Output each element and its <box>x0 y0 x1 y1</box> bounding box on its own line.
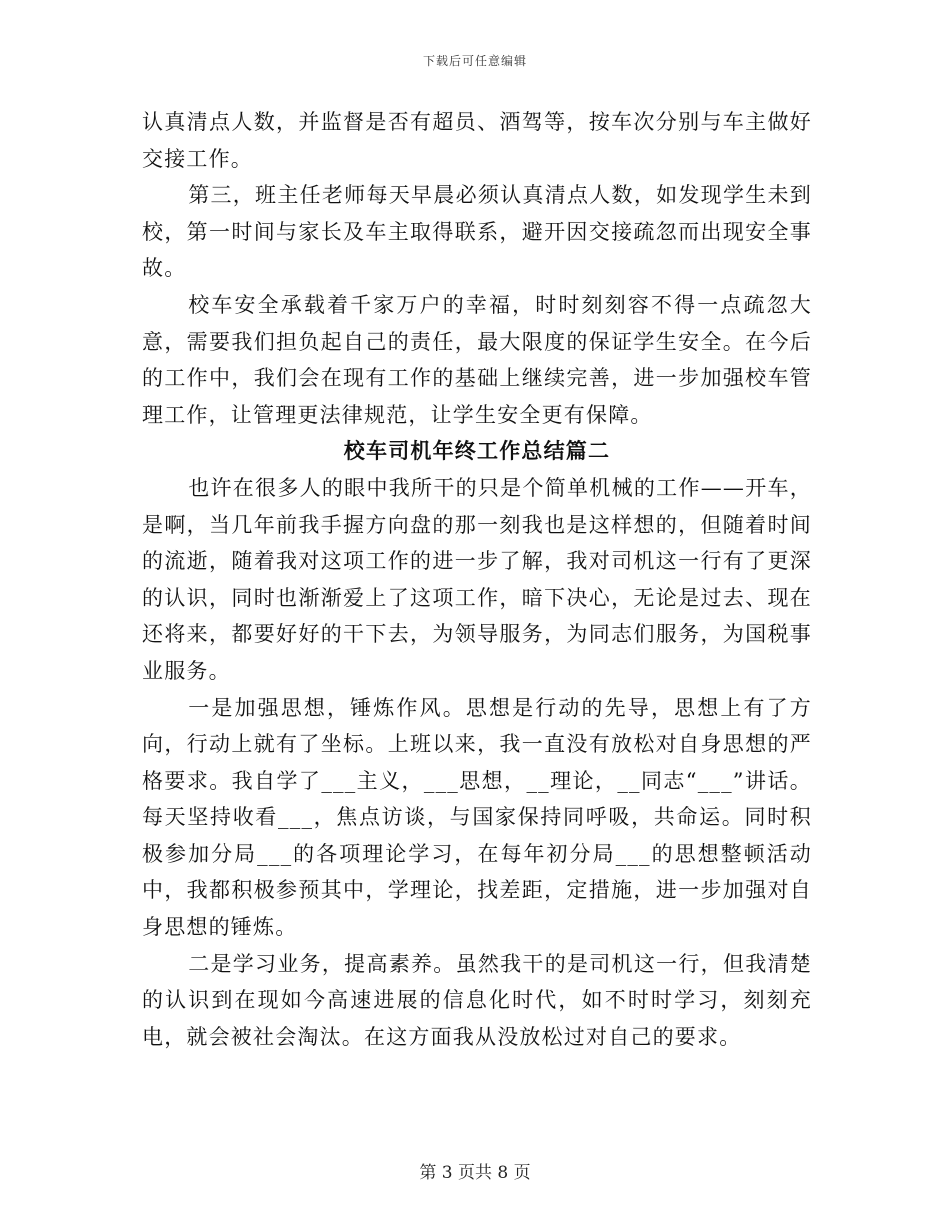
section-title: 校车司机年终工作总结篇二 <box>343 438 611 464</box>
document-body <box>142 104 812 1055</box>
paragraph: 二是学习业务，提高素养。虽然我干的是司机这一行，但我清楚的认识到在现如今高速进展的信息化时代，如不时时学习，刻刻充电，就会被社会淘汰。在这方面我从没放松过对自己的要求。 <box>142 951 812 1049</box>
page-footer: 第 3 页共 8 页 <box>419 1163 531 1183</box>
paragraph: 认真清点人数，并监督是否有超员、酒驾等，按车次分别与车主做好交接工作。 <box>142 110 812 171</box>
paragraph: 一是加强思想，锤炼作风。思想是行动的先导，思想上有了方向，行动上就有了坐标。上班以来，我一直没有放松对自身思想的严格要求。我自学了___主义，___思想，__理论，__同志“___”讲话。每天坚持收看___，焦点访谈，与国家保持同呼吸，共命运。同时积极参加分局___的各项理论学习，在每年初分局___的思想整顿活动中，我都积极参预其中，学理论，找差距，定措施，进一步加强对自身思想的锤炼。 <box>142 695 812 940</box>
paragraph: 校车安全承载着千家万户的幸福，时时刻刻容不得一点疏忽大意，需要我们担负起自己的责任，最大限度的保证学生安全。在今后的工作中，我们会在现有工作的基础上继续完善，进一步加强校车管理工作，让管理更法律规范，让学生安全更有保障。 <box>142 292 812 427</box>
paragraph: 也许在很多人的眼中我所干的只是个简单机械的工作——开车，是啊，当几年前我手握方向盘的那一刻我也是这样想的，但随着时间的流逝，随着我对这项工作的进一步了解，我对司机这一行有了更深的认识，同时也渐渐爱上了这项工作，暗下决心，无论是过去、现在还将来，都要好好的干下去，为领导服务，为同志们服务，为国税事业服务。 <box>142 475 812 683</box>
page-header: 下载后可任意编辑 <box>422 54 527 68</box>
paragraph: 第三，班主任老师每天早晨必须认真清点人数，如发现学生未到校，第一时间与家长及车主取得联系，避开因交接疏忽而出现安全事故。 <box>142 183 812 281</box>
